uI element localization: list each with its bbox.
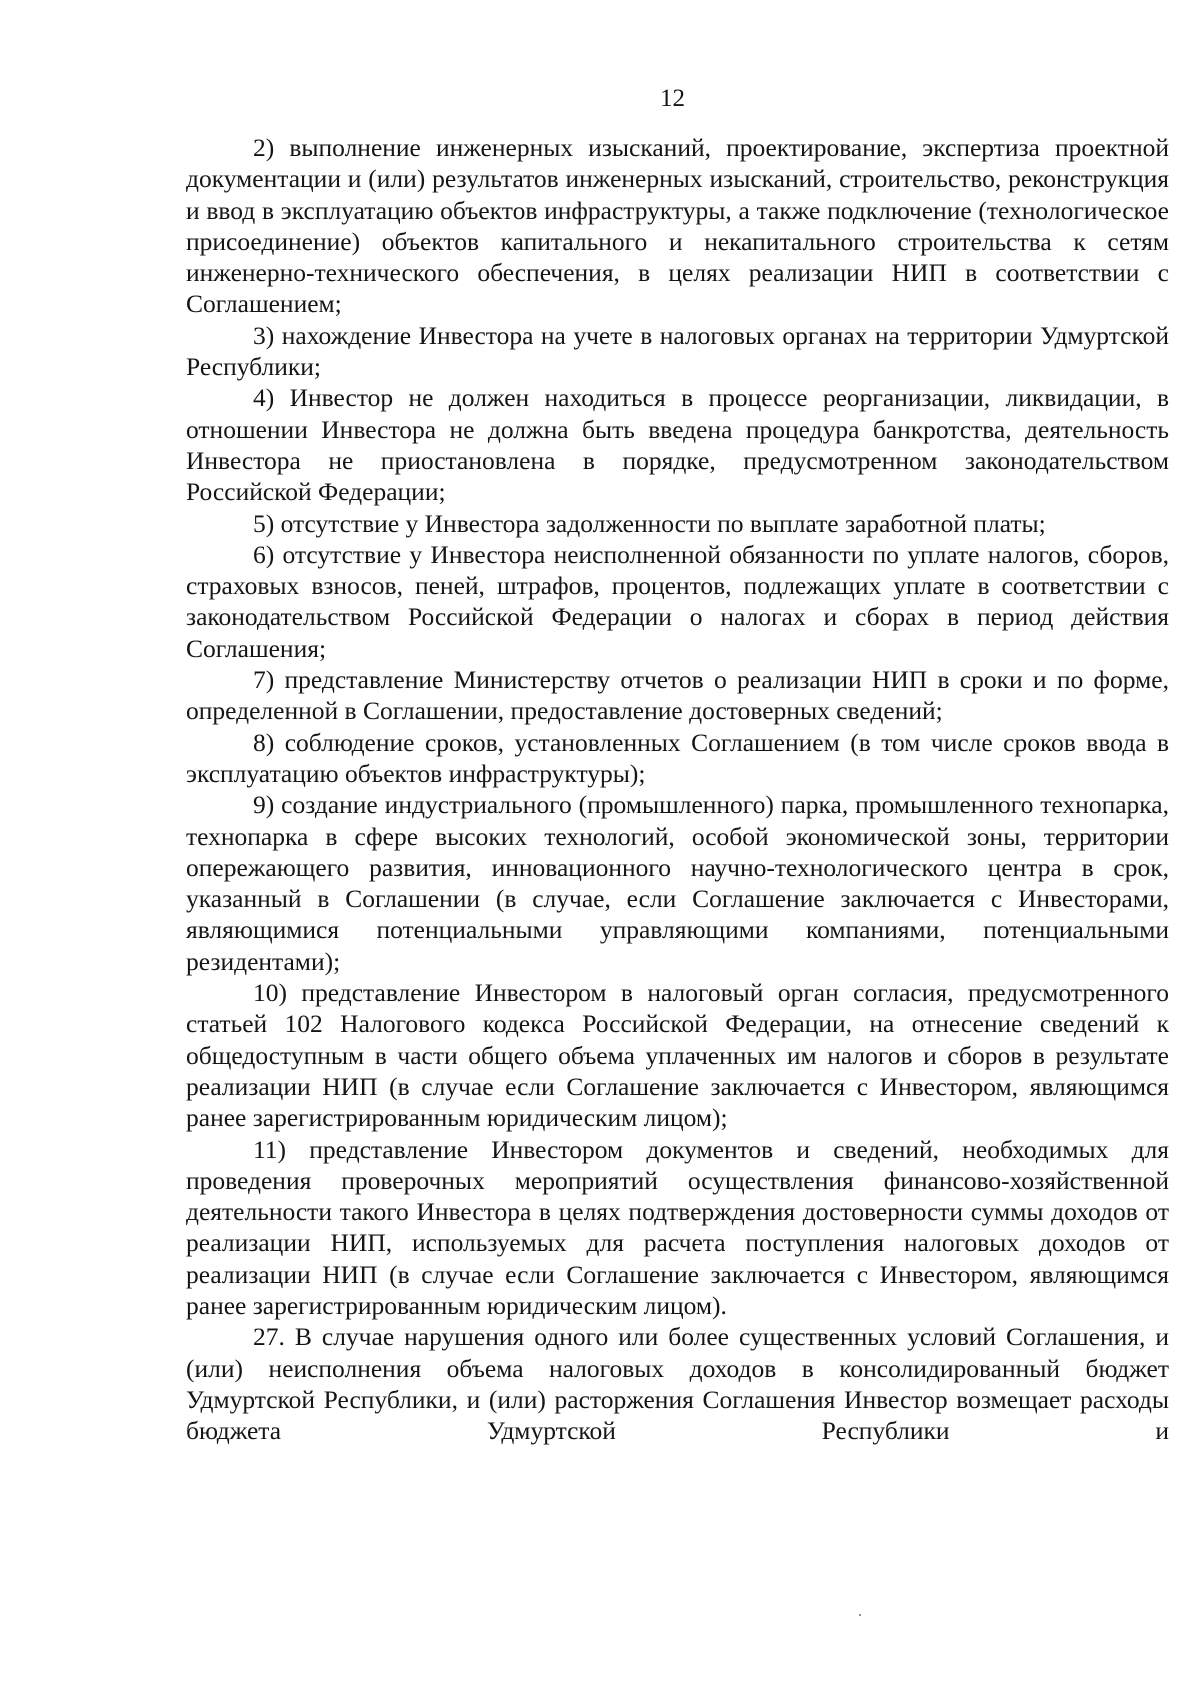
paragraph-item-5: 5) отсутствие у Инвестора задолженности по выплате заработной платы; xyxy=(253,508,1046,538)
paragraph-item-10: 10) представление Инвестором в налоговый орган согласия, предусмотренного статьей 102 Налогового кодекса Российской Федерации, на отнесение сведений к общедоступным в части общего объема уплаченных им налогов и сборов в результате реализации НИП (в случае если Соглашение заключается с Инвестором, являющимся ранее зарегистрированным юридическим лицом); xyxy=(186,978,1169,1133)
page-number: 12 xyxy=(660,85,685,112)
paragraph-item-9: 9) создание индустриального (промышленного) парка, промышленного технопарка, технопарка в сфере высоких технологий, особой экономической зоны, территории опережающего развития, инновационного научно-технологического центра в срок, указанный в Соглашении (в случае, если Соглашение заключается с Инвесторами, являющимися потенциальными управляющими компаниями, потенциальными резидентами); xyxy=(186,790,1169,976)
paragraph-item-2: 2) выполнение инженерных изысканий, проектирование, экспертиза проектной документации и (или) результатов инженерных изысканий, строительство, реконструкция и ввод в эксплуатацию объектов инфраструктуры, а также подключение (технологическое присоединение) объектов капитального и некапитального строительства к сетям инженерно-технического обеспечения, в целях реализации НИП в соответствии с Соглашением; xyxy=(186,133,1169,319)
document-body xyxy=(186,132,1169,1446)
paragraph-item-3: 3) нахождение Инвестора на учете в налоговых органах на территории Удмуртской Республики; xyxy=(186,320,1169,382)
paragraph-item-7: 7) представление Министерству отчетов о реализации НИП в сроки и по форме, определенной в Соглашении, предоставление достоверных сведений; xyxy=(186,665,1169,726)
paragraph-item-8: 8) соблюдение сроков, установленных Соглашением (в том числе сроков ввода в эксплуатацию объектов инфраструктуры); xyxy=(186,727,1169,788)
paragraph-item-11: 11) представление Инвестором документов и сведений, необходимых для проведения проверочных мероприятий осуществления финансово-хозяйственной деятельности такого Инвестора в целях подтверждения достоверности суммы доходов от реализации НИП, используемых для расчета поступления налоговых доходов от реализации НИП (в случае если Соглашение заключается с Инвестором, являющимся ранее зарегистрированным юридическим лицом). xyxy=(186,1134,1169,1320)
scan-speck xyxy=(859,1614,861,1616)
paragraph-section-27: 27. В случае нарушения одного или более существенных условий Соглашения, и (или) неисполнения объема налоговых доходов в консолидированный бюджет Удмуртской Республики, и (или) расторжения Соглашения Инвестор возмещает расходы бюджета Удмуртской Республики и xyxy=(186,1322,1169,1446)
paragraph-item-4: 4) Инвестор не должен находиться в процессе реорганизации, ликвидации, в отношении Инвестора не должна быть введена процедура банкротства, деятельность Инвестора не приостановлена в порядке, предусмотренном законодательством Российской Федерации; xyxy=(186,383,1169,507)
paragraph-item-6: 6) отсутствие у Инвестора неисполненной обязанности по уплате налогов, сборов, страховых взносов, пеней, штрафов, процентов, подлежащих уплате в соответствии с законодательством Российской Федерации о налогах и сборах в период действия Соглашения; xyxy=(186,539,1169,663)
